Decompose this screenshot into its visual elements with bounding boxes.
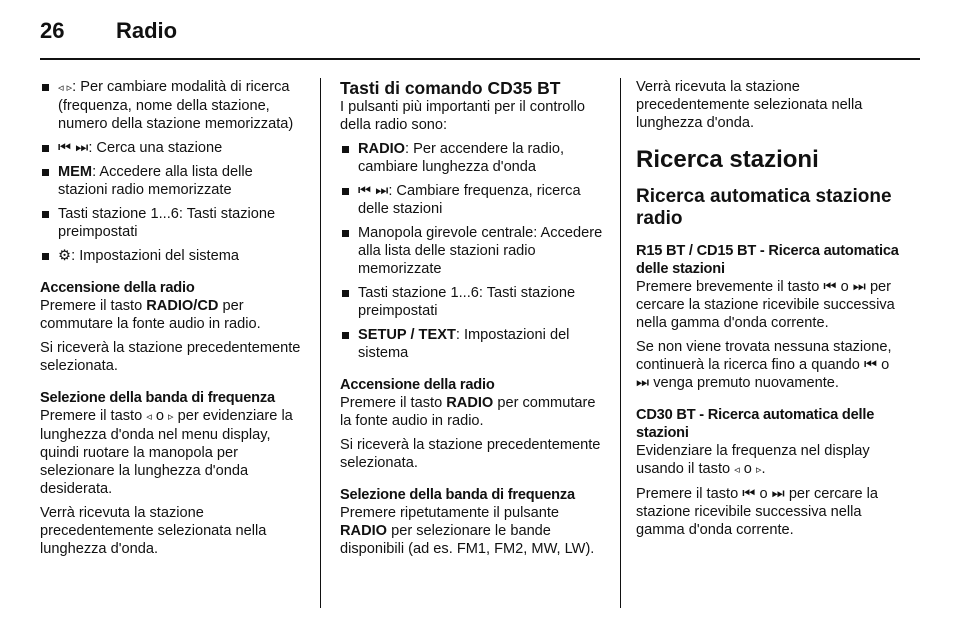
list-item: ◃ ▹: Per cambiare modalità di ricerca (frequenza, nome della stazione, numero della stazione memorizzata)	[40, 78, 302, 133]
paragraph: Verrà ricevuta la stazione precedentemente selezionata nella lunghezza d'onda.	[40, 505, 267, 557]
page-header	[40, 18, 177, 48]
page-number: 26	[40, 18, 65, 43]
paragraph: Si riceverà la stazione precedentemente selezionata.	[40, 340, 301, 374]
subheading: Selezione della banda di frequenza	[340, 487, 575, 503]
list-item: RADIO: Per accendere la radio, cambiare lunghezza d'onda	[340, 140, 606, 176]
seek-forward-icon: ⏭	[852, 279, 866, 295]
key-label: SETUP / TEXT	[358, 327, 456, 343]
column-divider	[620, 78, 621, 608]
paragraph: Si riceverà la stazione precedentemente selezionata.	[340, 437, 601, 471]
subheading: Accensione della radio	[340, 377, 495, 393]
column-divider	[320, 78, 321, 608]
seek-forward-icon: ⏭	[636, 375, 650, 391]
paragraph: Se non viene trovata nessuna stazione, continuerà la ricerca fino a quando ⏮ o ⏭ venga premuto nuovamente.	[636, 339, 892, 391]
right-arrow-icon: ▹	[755, 464, 762, 476]
paragraph: Premere il tasto RADIO/CD per commutare la fonte audio in radio.	[40, 298, 261, 332]
paragraph: Premere il tasto RADIO per commutare la fonte audio in radio.	[340, 395, 596, 429]
list-item: Tasti stazione 1...6: Tasti stazione preimpostati	[340, 284, 606, 320]
seek-back-icon: ⏮	[823, 279, 837, 295]
section-heading: Ricerca stazioni	[636, 146, 819, 173]
settings-icon: ⚙	[58, 248, 72, 264]
seek-arrows-icon: ◃ ▹	[58, 82, 73, 94]
section-heading: Tasti di comando CD35 BT	[340, 78, 561, 98]
column-2	[340, 78, 606, 564]
column-3	[636, 78, 900, 545]
left-arrow-icon: ◃	[734, 464, 740, 476]
paragraph: Premere il tasto ⏮ o ⏭ per cercare la stazione ricevibile successiva nella gamma d'onda corrente.	[636, 486, 879, 538]
seek-forward-icon: ⏭	[771, 486, 785, 502]
paragraph: Evidenziare la frequenza nel display usando il tasto ◃ o ▹.	[636, 443, 870, 477]
list-item: MEM: Accedere alla lista delle stazioni radio memorizzate	[40, 163, 302, 199]
seek-buttons-icon: ⏮ ⏭	[358, 183, 389, 199]
paragraph: I pulsanti più importanti per il controllo della radio sono:	[340, 99, 585, 133]
seek-buttons-icon: ⏮ ⏭	[58, 140, 89, 156]
section-title: Radio	[116, 18, 178, 43]
seek-back-icon: ⏮	[863, 357, 878, 373]
paragraph: Premere il tasto ◃ o ▹ per evidenziare la lunghezza d'onda nel menu display, quindi ruotare la manopola per selezionare la lunghezza d'onda desiderata.	[40, 408, 293, 497]
list-item: ⏮ ⏭: Cerca una stazione	[40, 139, 302, 157]
paragraph: Verrà ricevuta la stazione precedentemente selezionata nella lunghezza d'onda.	[636, 79, 863, 131]
subsection-heading: Ricerca automatica stazione radio	[636, 186, 892, 229]
list-item: Manopola girevole centrale: Accedere alla lista delle stazioni radio memorizzate	[340, 224, 606, 278]
column-1	[40, 78, 302, 564]
subheading: CD30 BT - Ricerca automatica delle stazioni	[636, 407, 875, 441]
right-arrow-icon: ▹	[168, 411, 174, 423]
list-item: Tasti stazione 1...6: Tasti stazione preimpostati	[40, 205, 302, 241]
subheading: Accensione della radio	[40, 280, 195, 296]
header-rule	[40, 58, 920, 60]
paragraph: Premere brevemente il tasto ⏮ o ⏭ per cercare la stazione ricevibile successiva nella gamma d'onda corrente.	[636, 279, 895, 331]
seek-back-icon: ⏮	[742, 486, 756, 502]
subheading: R15 BT / CD15 BT - Ricerca automatica delle stazioni	[636, 243, 899, 277]
left-arrow-icon: ◃	[146, 411, 152, 423]
list-item: ⚙: Impostazioni del sistema	[40, 247, 302, 265]
key-label: MEM	[58, 164, 93, 180]
subheading: Selezione della banda di frequenza	[40, 390, 275, 406]
paragraph: Premere ripetutamente il pulsante RADIO per selezionare le bande disponibili (ad es. FM1, FM2, MW, LW).	[340, 505, 595, 557]
key-label: RADIO	[358, 141, 406, 157]
list-item: ⏮ ⏭: Cambiare frequenza, ricerca delle stazioni	[340, 182, 606, 218]
list-item: SETUP / TEXT: Impostazioni del sistema	[340, 326, 606, 362]
